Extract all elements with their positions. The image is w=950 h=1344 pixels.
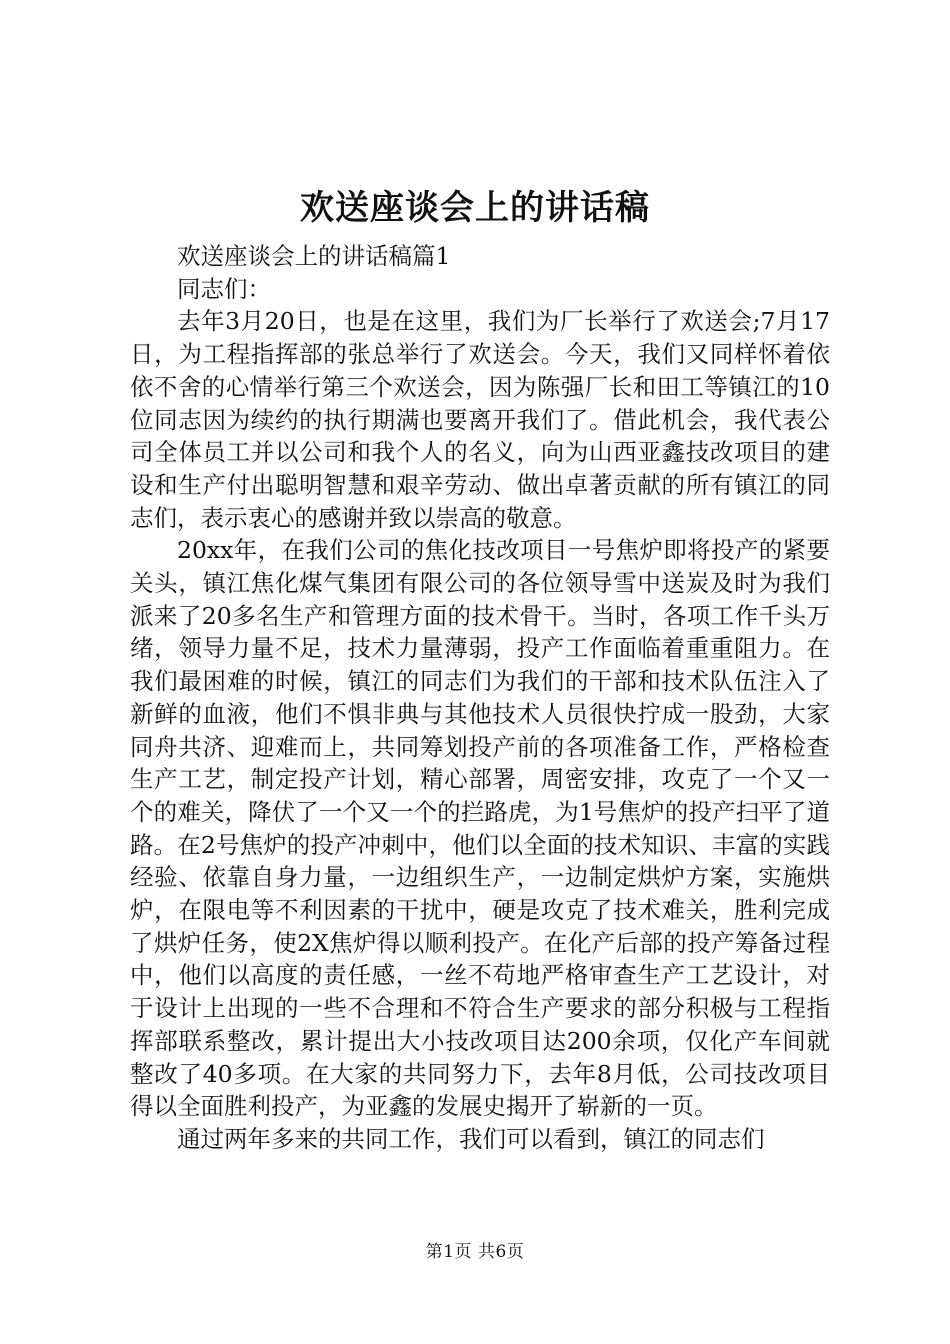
document-title: 欢送座谈会上的讲话稿 — [300, 188, 650, 228]
paragraph-subtitle: 欢送座谈会上的讲话稿篇1 — [177, 242, 451, 270]
paragraph-salutation: 同志们： — [177, 274, 271, 303]
page-number-footer: 第1页 共6页 — [425, 1242, 525, 1262]
paragraph-farewell-history: 去年3月20日，也是在这里，我们为厂长举行了欢送会;7月17日，为工程指挥部的张总举行了欢送会。今天，我们又同样怀着依依不舍的心情举行第三个欢送会，因为陈强厂长和田工等镇江的10位同志因为续约的执行期满也要离开我们了。借此机会，我代表公司全体员工并以公司和我个人的名义，向为山西亚鑫技改项目的建设和生产付出聪明智慧和艰辛劳动、做出卓著贡献的所有镇江的同志们，表示衷心的感谢并致以崇高的敬意。 — [130, 307, 830, 532]
document-body — [130, 240, 830, 1156]
paragraph-project-contribution: 20xx年，在我们公司的焦化技改项目一号焦炉即将投产的紧要关头，镇江焦化煤气集团有限公司的各位领导雪中送炭及时为我们派来了20多名生产和管理方面的技术骨干。当时，各项工作千头万绪，领导力量不足，技术力量薄弱，投产工作面临着重重阻力。在我们最困难的时候，镇江的同志们为我们的干部和技术队伍注入了新鲜的血液，他们不惧非典与其他技术人员很快拧成一股劲，大家同舟共济、迎难而上，共同筹划投产前的各项准备工作，严格检查生产工艺，制定投产计划，精心部署，周密安排，攻克了一个又一个的难关，降伏了一个又一个的拦路虎，为1号焦炉的投产扫平了道路。在2号焦炉的投产冲刺中，他们以全面的技术知识、丰富的实践经验、依靠自身力量，一边组织生产，一边制定烘炉方案，实施烘炉，在限电等不利因素的干扰中，硬是攻克了技术难关，胜利完成了烘炉任务，使2X焦炉得以顺利投产。在化产后部的投产筹备过程中，他们以高度的责任感，一丝不苟地严格审查生产工艺设计，对于设计上出现的一些不合理和不符合生产要求的部分积极与工程指挥部联系整改，累计提出大小技改项目达200余项，仅化产车间就整改了40多项。在大家的共同努力下，去年8月低，公司技改项目得以全面胜利投产，为亚鑫的发展史揭开了崭新的一页。 — [130, 536, 830, 1121]
paragraph-continuation: 通过两年多来的共同工作，我们可以看到，镇江的同志们 — [177, 1124, 765, 1153]
